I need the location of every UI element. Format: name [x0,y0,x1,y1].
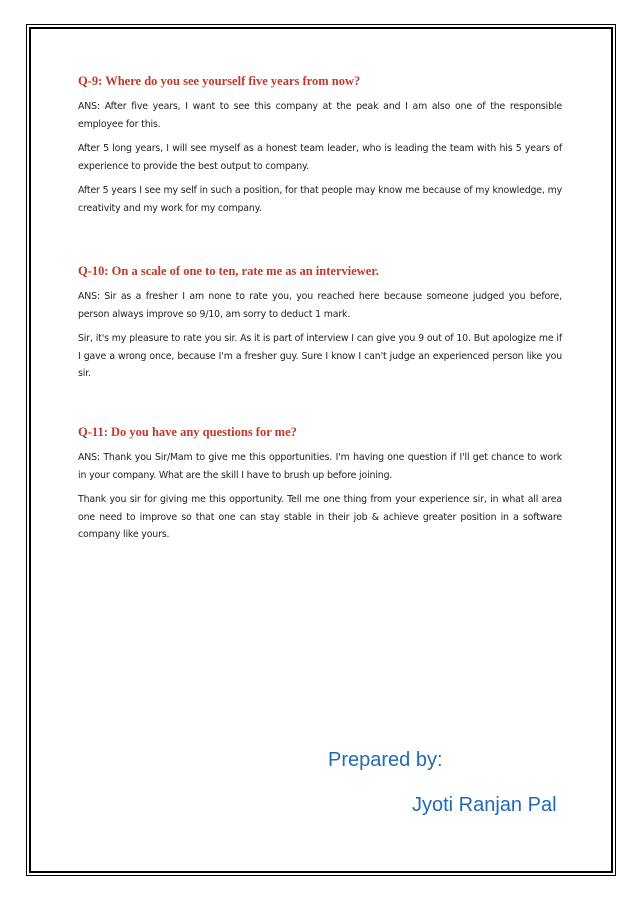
answer-paragraph: After 5 long years, I will see myself as a honest team leader, who is leading the team with his 5 years of experience to provide the best output to company. [78,143,562,172]
author-name: Jyoti Ranjan Pal [412,794,557,816]
question-heading: Q-10: On a scale of one to ten, rate me as an interviewer. [78,264,379,278]
answer-paragraph: After 5 years I see my self in such a position, for that people may know me because of my knowledge, my creativity and my work for my company. [78,185,562,214]
answer-paragraph: ANS: Sir as a fresher I am none to rate you, you reached here because someone judged you before, person always improve so 9/10, am sorry to deduct 1 mark. [78,291,562,320]
prepared-by-label: Prepared by: [328,749,443,771]
section-q9 [78,74,562,224]
question-heading: Q-9: Where do you see yourself five years from now? [78,74,361,88]
section-q11 [78,425,562,551]
answer-paragraph: ANS: Thank you Sir/Mam to give me this opportunities. I'm having one question if I'll get chance to work in your company. What are the skill I have to brush up before joining. [78,452,562,481]
section-q10 [78,264,562,390]
answer-paragraph: Sir, it's my pleasure to rate you sir. As it is part of interview I can give you 9 out of 10. But apologize me if I gave a wrong once, because I'm a fresher guy. Sure I know I can't judge an experienced person like you sir. [78,333,562,379]
answer-paragraph: ANS: After five years, I want to see this company at the peak and I am also one of the responsible employee for this. [78,101,562,130]
answer-paragraph: Thank you sir for giving me this opportunity. Tell me one thing from your experience sir, in what all area one need to improve so that one can stay stable in their job & achieve greater position in a software company like yours. [78,494,562,540]
question-heading: Q-11: Do you have any questions for me? [78,425,297,439]
